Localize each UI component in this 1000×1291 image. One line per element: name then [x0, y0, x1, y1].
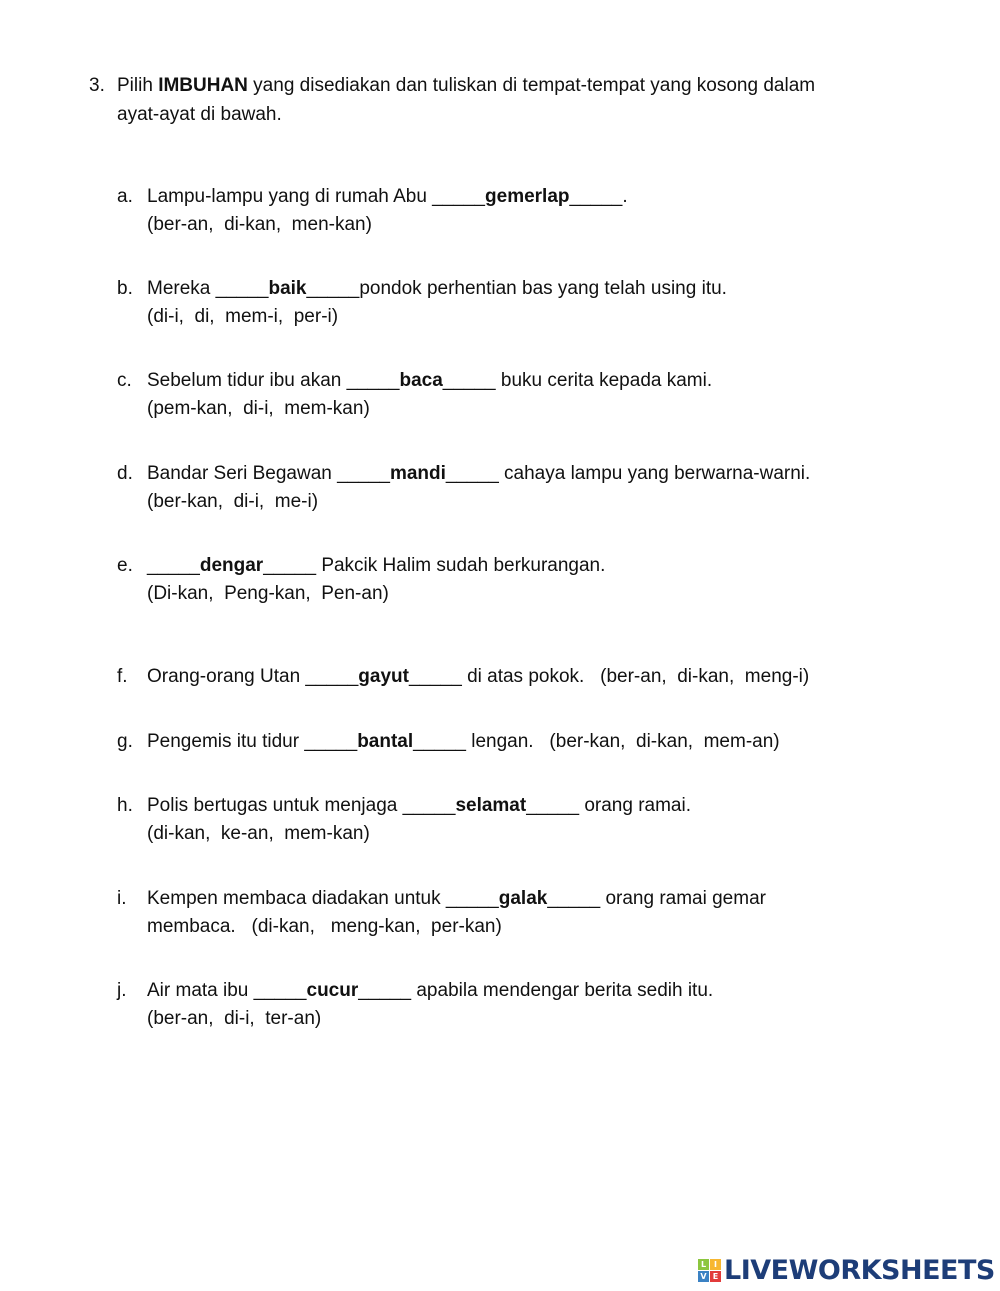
sentence-before: Polis bertugas untuk menjaga _____ — [147, 795, 456, 816]
item-options: (di-kan, ke-an, mem-kan) — [147, 823, 370, 844]
item-letter: i. — [117, 888, 127, 909]
item-letter: g. — [117, 731, 133, 752]
logo-letter: E — [710, 1271, 721, 1282]
sentence-before: Lampu-lampu yang di rumah Abu _____ — [147, 186, 486, 207]
item-options: (ber-kan, di-i, me-i) — [147, 491, 319, 512]
root-word: galak — [498, 888, 548, 909]
item-sentence — [147, 731, 780, 753]
sentence-after: _____ Pakcik Halim sudah berkurangan. — [263, 555, 606, 576]
item-letter: b. — [117, 278, 133, 299]
sentence-after: _____ orang ramai. — [526, 795, 691, 816]
sentence-after: _____. — [569, 186, 628, 207]
item-sentence — [147, 370, 712, 392]
root-word: gayut — [358, 666, 409, 687]
item-letter: a. — [117, 186, 133, 207]
sentence-after: _____ lengan. (ber-kan, di-kan, mem-an) — [413, 731, 780, 752]
liveworksheets-logo — [698, 1255, 995, 1286]
item-options: (pem-kan, di-i, mem-kan) — [147, 398, 370, 419]
question-number: 3. — [89, 75, 105, 96]
sentence-before: Bandar Seri Begawan _____ — [147, 463, 390, 484]
item-sentence — [147, 980, 713, 1002]
instruction-text: yang disediakan dan tuliskan di tempat-tempat yang kosong dalam — [247, 75, 816, 96]
logo-letter: I — [710, 1259, 721, 1270]
root-word: cucur — [306, 980, 359, 1001]
root-word: baca — [399, 370, 443, 391]
instruction-keyword: IMBUHAN — [158, 75, 248, 96]
root-word: bantal — [357, 731, 414, 752]
item-letter: c. — [117, 370, 132, 391]
root-word: selamat — [455, 795, 527, 816]
item-sentence — [147, 463, 810, 485]
item-options: (Di-kan, Peng-kan, Pen-an) — [147, 583, 389, 604]
root-word: baik — [268, 278, 307, 299]
item-options: (di-i, di, mem-i, per-i) — [147, 306, 339, 327]
sentence-after: _____ orang ramai gemar — [547, 888, 766, 909]
sentence-before: Pengemis itu tidur _____ — [147, 731, 358, 752]
sentence-after: _____ buku cerita kepada kami. — [442, 370, 713, 391]
item-sentence — [147, 278, 727, 300]
sentence-after: _____ cahaya lampu yang berwarna-warni. — [445, 463, 811, 484]
logo-letter: V — [698, 1271, 709, 1282]
root-word: gemerlap — [485, 186, 570, 207]
logo-cube-icon — [698, 1259, 721, 1282]
sentence-before: _____ — [147, 555, 200, 576]
sentence-before: Sebelum tidur ibu akan _____ — [147, 370, 400, 391]
root-word: mandi — [389, 463, 446, 484]
item-letter: d. — [117, 463, 133, 484]
instruction-text: Pilih — [117, 75, 159, 96]
item-sentence — [147, 186, 628, 208]
item-sentence — [147, 555, 605, 577]
sentence-before: Mereka _____ — [147, 278, 269, 299]
instruction-line2: ayat-ayat di bawah. — [117, 104, 282, 125]
item-sentence — [147, 666, 809, 688]
sentence-after: _____ di atas pokok. (ber-an, di-kan, meng-i) — [408, 666, 810, 687]
sentence-before: Kempen membaca diadakan untuk _____ — [147, 888, 499, 909]
sentence-after: _____ apabila mendengar berita sedih itu. — [358, 980, 714, 1001]
item-sentence — [147, 795, 691, 817]
item-letter: e. — [117, 555, 133, 576]
item-options: membaca. (di-kan, meng-kan, per-kan) — [147, 916, 502, 937]
item-sentence — [147, 888, 766, 910]
root-word: dengar — [199, 555, 264, 576]
question-instruction — [117, 75, 815, 97]
sentence-before: Air mata ibu _____ — [147, 980, 307, 1001]
item-options: (ber-an, di-i, ter-an) — [147, 1008, 322, 1029]
item-letter: f. — [117, 666, 128, 687]
logo-text: LIVEWORKSHEETS — [724, 1255, 995, 1286]
sentence-after: _____pondok perhentian bas yang telah using itu. — [306, 278, 727, 299]
item-letter: j. — [117, 980, 127, 1001]
sentence-before: Orang-orang Utan _____ — [147, 666, 359, 687]
item-options: (ber-an, di-kan, men-kan) — [147, 214, 372, 235]
logo-letter: L — [698, 1259, 709, 1270]
item-letter: h. — [117, 795, 133, 816]
